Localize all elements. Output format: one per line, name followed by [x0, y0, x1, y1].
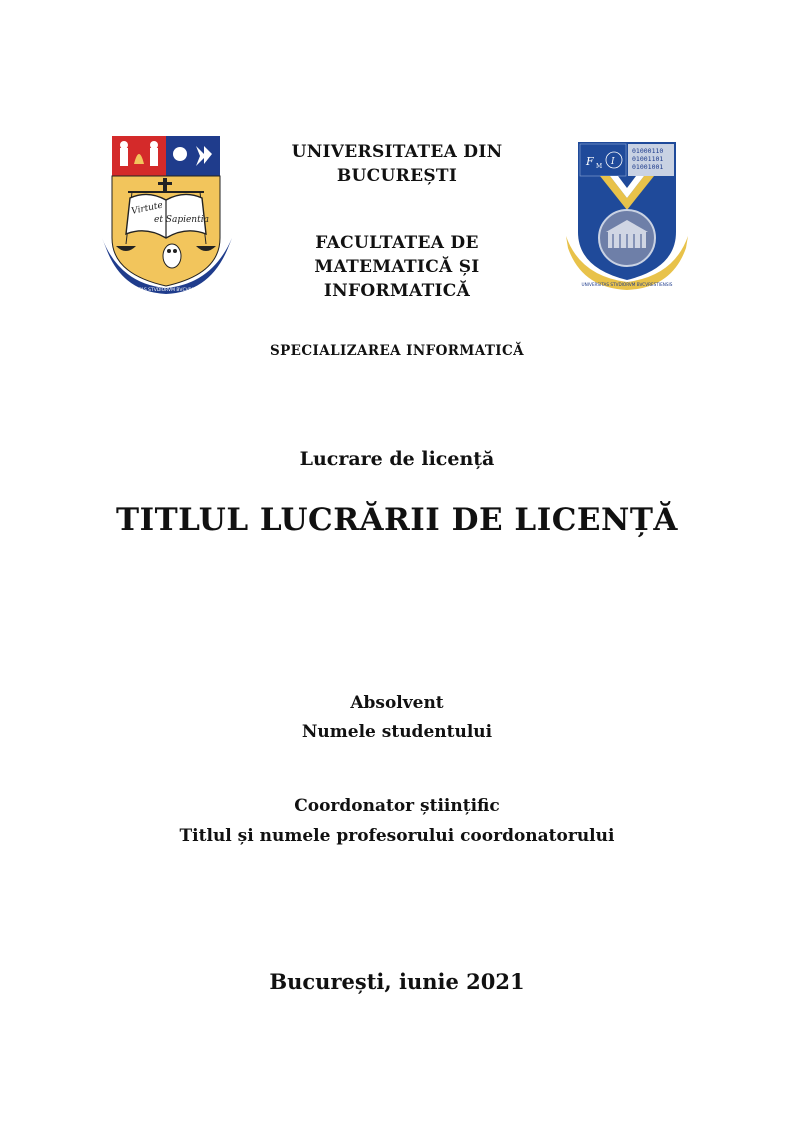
graduate-name: Numele studentului [301, 722, 493, 742]
university-name-line2: BUCUREȘTI [336, 166, 458, 186]
svg-text:UNIVERSITAS STVDIORVM BVCVREST: UNIVERSITAS STVDIORVM BVCVRESTIENSIS [117, 288, 215, 293]
faculty-logo [564, 140, 690, 290]
university-logo [100, 134, 234, 294]
coordinator-label: Coordonator științific [294, 796, 500, 816]
specialization: SPECIALIZAREA INFORMATICĂ [269, 343, 525, 359]
svg-text:F: F [586, 155, 594, 168]
faculty-name-line2: MATEMATICĂ ȘI [314, 257, 480, 277]
binary-line3: 01001001 [632, 163, 664, 171]
university-name [240, 140, 554, 188]
thesis-title: TITLUL LUCRĂRII DE LICENȚĂ [116, 502, 678, 538]
university-name-line1: UNIVERSITATEA DIN [291, 142, 503, 162]
svg-text:I: I [611, 157, 615, 167]
binary-line1: 01000110 [632, 147, 664, 155]
svg-text:UNIVERSITAS STVDIORVM BVCVREST: UNIVERSITAS STVDIORVM BVCVRESTIENSIS [581, 282, 673, 287]
place-date: București, iunie 2021 [269, 969, 525, 994]
thesis-type: Lucrare de licență [299, 448, 495, 470]
coordinator-name: Titlul și numele profesorului coordonatorului [179, 826, 615, 846]
svg-text:M: M [596, 163, 603, 170]
faculty-name [240, 231, 554, 303]
faculty-name-line3: INFORMATICĂ [323, 281, 471, 301]
svg-text:Virtute: Virtute [130, 200, 164, 217]
faculty-name-line1: FACULTATEA DE [315, 233, 479, 253]
svg-text:et Sapientia: et Sapientia [154, 215, 209, 225]
binary-line2: 01001101 [632, 155, 664, 163]
graduate-label: Absolvent [350, 693, 444, 713]
